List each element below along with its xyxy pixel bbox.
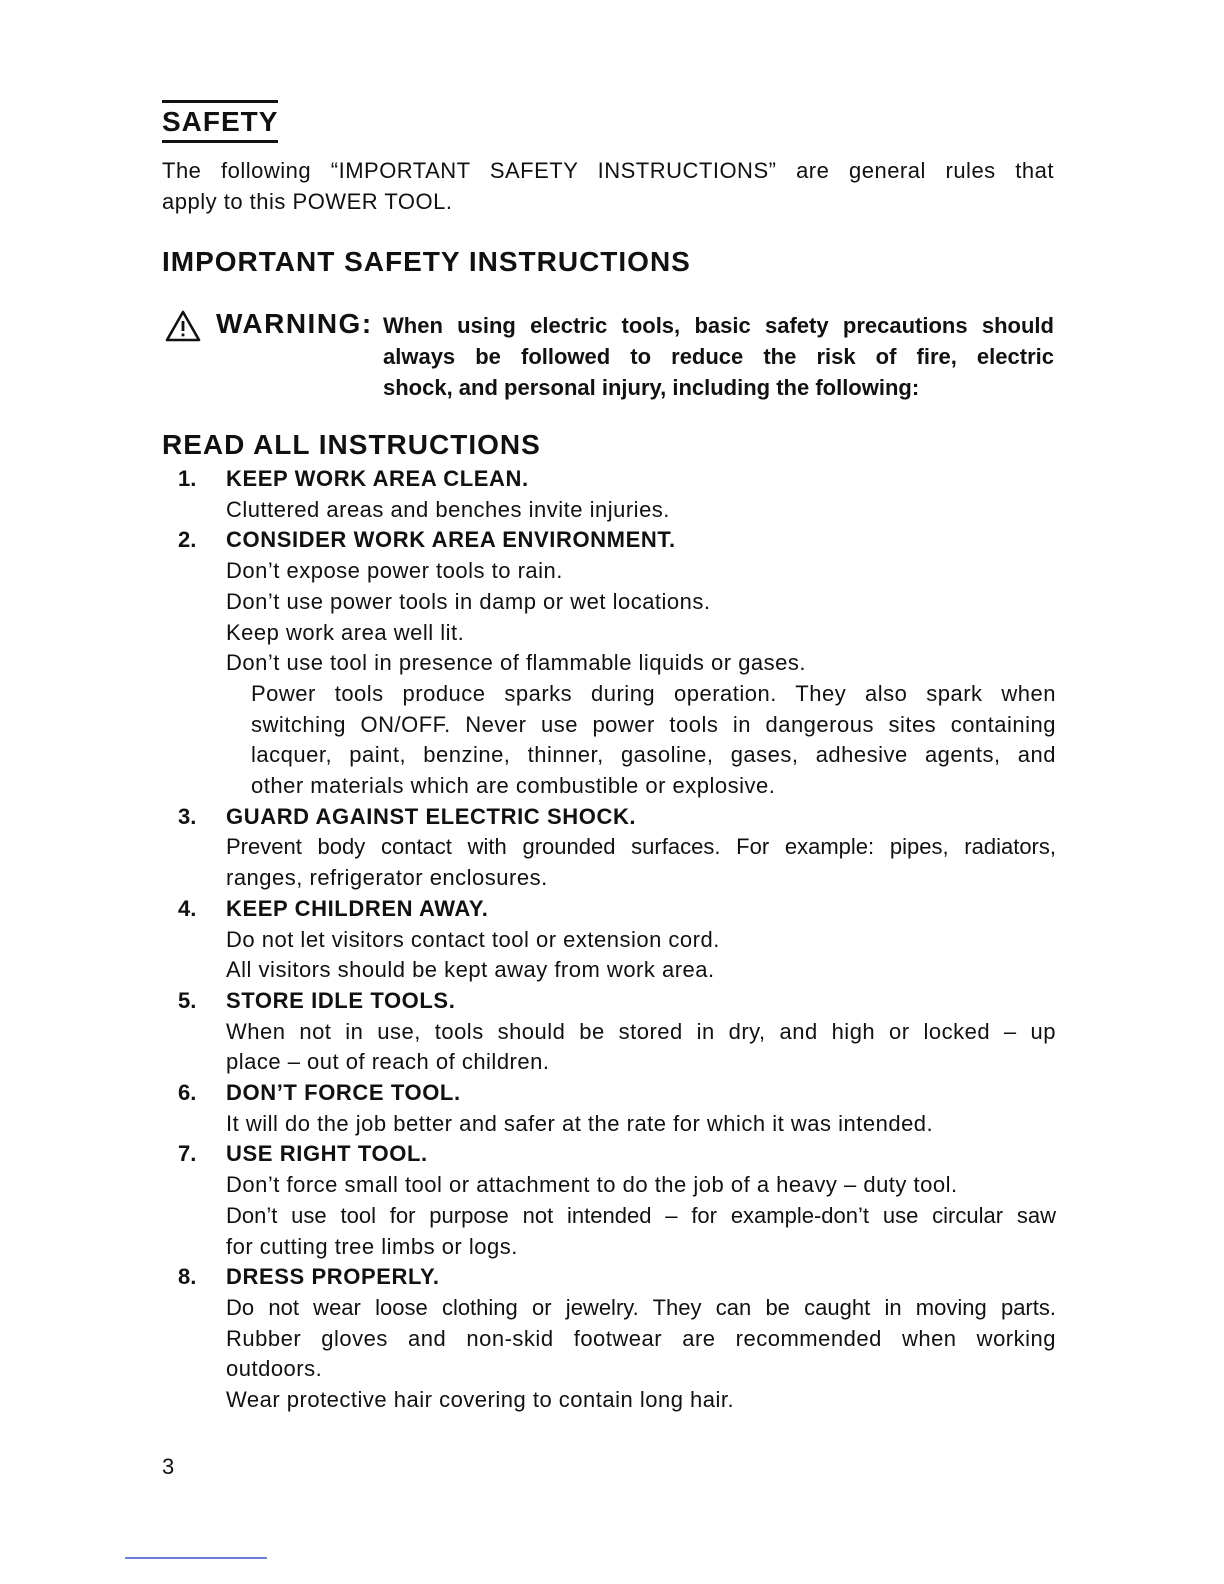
intro-line: apply to this POWER TOOL.: [162, 188, 453, 214]
item-line: ranges, refrigerator enclosures.: [226, 865, 548, 891]
intro-paragraph: [162, 156, 1054, 217]
item-number: 6.: [178, 1080, 197, 1106]
item-line: Wear protective hair covering to contain long hair.: [226, 1387, 735, 1413]
item-line: Don’t use tool in presence of flammable liquids or gases.: [226, 650, 807, 676]
item-number: 5.: [178, 987, 197, 1013]
warning-line: always be followed to reduce the risk of fire, electric: [383, 344, 1054, 369]
warning-line: When using electric tools, basic safety precautions should: [383, 313, 1054, 338]
item-line: Prevent body contact with grounded surfaces. For example: pipes, radiators,: [226, 834, 1056, 860]
instruction-item: [162, 1078, 1056, 1139]
item-line: Cluttered areas and benches invite injuries.: [226, 496, 670, 522]
item-line: outdoors.: [226, 1356, 323, 1382]
warning-label: WARNING:: [216, 308, 373, 339]
item-line: Don’t use tool for purpose not intended – for example-don’t use circular saw: [226, 1202, 1056, 1228]
bottom-rule: [125, 1557, 267, 1559]
instruction-item: [162, 1262, 1056, 1416]
item-sub-line: Power tools produce sparks during operation. They also spark when: [251, 680, 1056, 706]
item-line: Keep work area well lit.: [226, 619, 465, 645]
page-number: 3: [162, 1454, 175, 1479]
item-title: DON’T FORCE TOOL.: [226, 1080, 461, 1106]
item-sub-line: other materials which are combustible or explosive.: [251, 773, 776, 799]
item-title: USE RIGHT TOOL.: [226, 1141, 428, 1167]
item-sub-paragraph: [226, 679, 1056, 802]
item-number: 1.: [178, 466, 197, 491]
item-sub-line: switching ON/OFF. Never use power tools in dangerous sites containing: [251, 711, 1056, 737]
instruction-item: [162, 802, 1056, 894]
item-sub-line: lacquer, paint, benzine, thinner, gasoline, gases, adhesive agents, and: [251, 742, 1056, 768]
item-title: CONSIDER WORK AREA ENVIRONMENT.: [226, 527, 676, 553]
warning-text: [383, 310, 1054, 403]
item-line: Do not let visitors contact tool or extension cord.: [226, 926, 720, 952]
instruction-item: [162, 1139, 1056, 1262]
item-number: 3.: [178, 803, 197, 829]
item-title: STORE IDLE TOOLS.: [226, 987, 456, 1013]
item-line: place – out of reach of children.: [226, 1049, 550, 1075]
instruction-item: [162, 464, 1056, 525]
item-line: Rubber gloves and non-skid footwear are recommended when working: [226, 1325, 1056, 1351]
item-line: for cutting tree limbs or logs.: [226, 1233, 518, 1259]
item-line: When not in use, tools should be stored in dry, and high or locked – up: [226, 1018, 1056, 1044]
item-title: KEEP CHILDREN AWAY.: [226, 895, 489, 921]
item-number: 2.: [178, 527, 197, 553]
warning-triangle-icon: [165, 310, 201, 342]
instruction-item: [162, 525, 1056, 801]
item-line: Don’t expose power tools to rain.: [226, 558, 563, 584]
important-heading: IMPORTANT SAFETY INSTRUCTIONS: [162, 246, 691, 277]
instruction-item: [162, 986, 1056, 1078]
item-line: It will do the job better and safer at the rate for which it was intended.: [226, 1110, 934, 1136]
instruction-list: [162, 464, 1056, 1416]
item-line: Don’t force small tool or attachment to do the job of a heavy – duty tool.: [226, 1172, 958, 1198]
read-all-heading: READ ALL INSTRUCTIONS: [162, 429, 541, 460]
item-title: DRESS PROPERLY.: [226, 1264, 440, 1290]
item-number: 4.: [178, 895, 197, 921]
section-title: SAFETY: [162, 100, 278, 143]
warning-line: shock, and personal injury, including the following:: [383, 375, 920, 400]
instruction-item: [162, 894, 1056, 986]
item-title: GUARD AGAINST ELECTRIC SHOCK.: [226, 803, 637, 829]
intro-line: The following “IMPORTANT SAFETY INSTRUCTIONS” are general rules that: [162, 158, 1054, 183]
item-line: Do not wear loose clothing or jewelry. They can be caught in moving parts.: [226, 1294, 1056, 1320]
item-line: Don’t use power tools in damp or wet locations.: [226, 588, 711, 614]
item-number: 7.: [178, 1141, 197, 1167]
item-number: 8.: [178, 1264, 197, 1290]
item-title: KEEP WORK AREA CLEAN.: [226, 466, 529, 491]
item-line: All visitors should be kept away from work area.: [226, 957, 715, 983]
